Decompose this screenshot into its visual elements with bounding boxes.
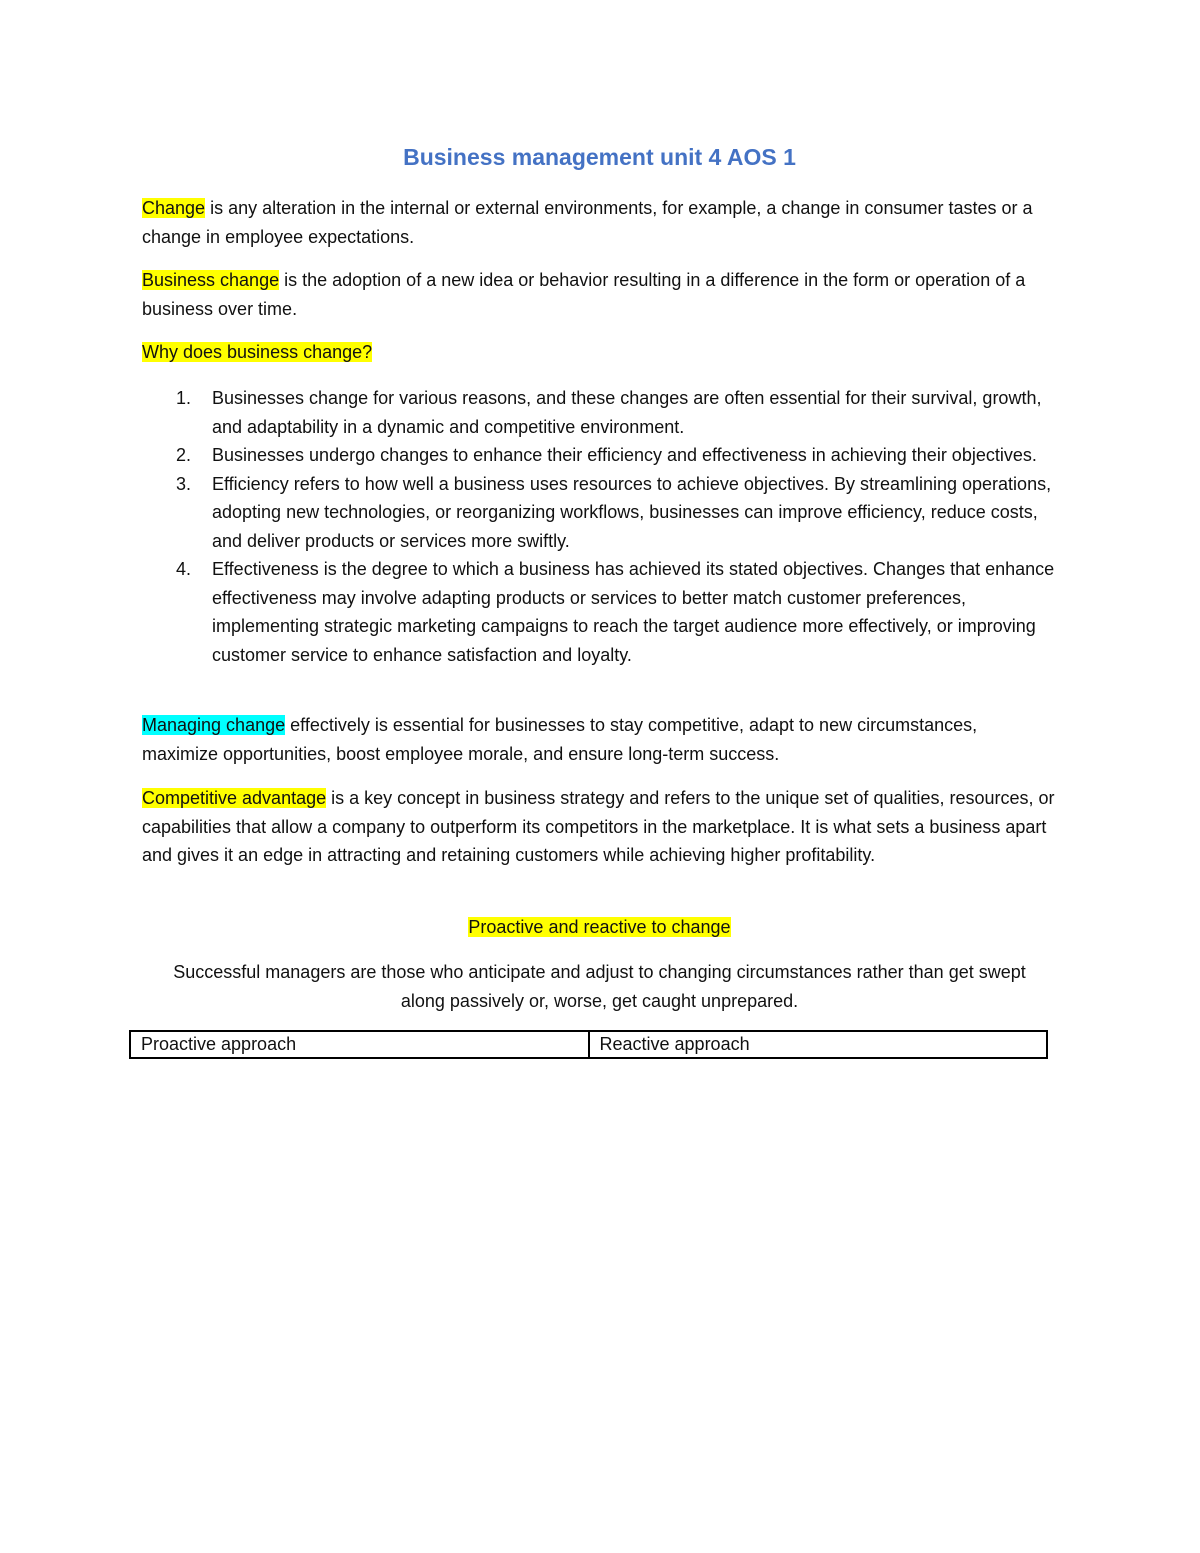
document-title: Business management unit 4 AOS 1 [403, 144, 796, 170]
list-item-text: Efficiency refers to how well a business uses resources to achieve objectives. By streamlining operations, adopting new technologies, or reorganizing workflows, businesses can improve efficiency, reduce costs, and deliver products or services more swiftly. [212, 473, 1052, 551]
managing-change-text: effectively is essential for businesses to stay competitive, adapt to new circumstances, maximize opportunities, boost employee morale, and ensure long-term success. [142, 715, 978, 764]
business-change-term: Business change [142, 270, 280, 290]
change-definition [142, 194, 1057, 251]
table-header-reactive: Reactive approach [588, 1032, 1047, 1057]
proactive-heading: Proactive and reactive to change [468, 917, 731, 937]
approach-table [129, 1030, 1048, 1059]
business-change-text: is the adoption of a new idea or behavior resulting in a difference in the form or operation of a business over time. [142, 270, 1026, 319]
list-number: 3. [176, 473, 192, 494]
list-item [142, 384, 1057, 441]
competitive-advantage-term: Competitive advantage [142, 788, 327, 808]
managers-paragraph: Successful managers are those who anticipate and adjust to changing circumstances rather than get swept along passively or, worse, get caught unprepared. [173, 962, 1026, 1011]
why-heading-line [142, 338, 1057, 367]
list-item [142, 470, 1057, 556]
managing-change-term: Managing change [142, 715, 286, 735]
reasons-list [142, 384, 1057, 669]
change-text: is any alteration in the internal or external environments, for example, a change in consumer tastes or a change in employee expectations. [142, 198, 1033, 247]
why-heading: Why does business change? [142, 342, 373, 362]
document-page [142, 0, 1057, 1553]
list-item [142, 555, 1057, 669]
table-header-proactive: Proactive approach [141, 1034, 297, 1054]
business-change-definition [142, 266, 1057, 323]
competitive-advantage-paragraph [142, 784, 1057, 870]
list-number: 4. [176, 559, 192, 579]
list-number: 1. [176, 388, 192, 408]
list-item [142, 441, 1057, 470]
list-number: 2. [176, 445, 192, 465]
list-item-text: Businesses change for various reasons, and these changes are often essential for their survival, growth, and adaptability in a dynamic and competitive environment. [212, 388, 1042, 437]
change-term: Change [142, 198, 206, 218]
list-item-text: Businesses undergo changes to enhance their efficiency and effectiveness in achieving their objectives. [212, 445, 1037, 465]
proactive-heading-line [142, 913, 1057, 942]
list-item-text: Effectiveness is the degree to which a business has achieved its stated objectives. Changes that enhance effectiveness may involve adapting products or services to better match customer preferences, implementing strategic marketing campaigns to reach the target audience more effectively, or improving customer service to enhance satisfaction and loyalty. [212, 559, 1055, 665]
competitive-advantage-text: is a key concept in business strategy and refers to the unique set of qualities, resources, or capabilities that allow a company to outperform its competitors in the marketplace. It is what sets a business apart and gives it an edge in attracting and retaining customers while achieving higher profitability. [142, 788, 1055, 865]
managing-change-paragraph [142, 711, 1057, 768]
